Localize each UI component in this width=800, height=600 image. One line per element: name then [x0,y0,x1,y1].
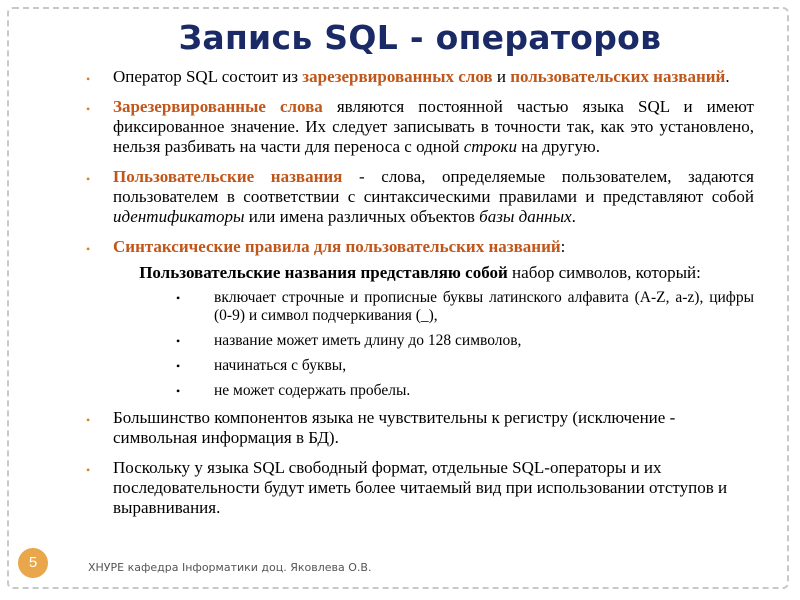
bullet-icon: • [86,102,91,116]
italic-term: строки [463,137,517,156]
sub-list-item [176,357,754,375]
sub-list [176,289,754,400]
italic-term: базы данных [479,207,572,226]
highlight-term: Зарезервированные слова [113,97,323,116]
slide-footer: ХНУРЕ кафедра Інформатики доц. Яковлева О.В. [88,561,372,574]
sub-bullet-icon: • [176,359,181,373]
bullet-item [86,67,754,87]
slide-title: Запись SQL - операторов [178,18,662,57]
page-number-badge: 5 [18,548,48,578]
bullet-item [86,458,754,518]
bullet-text: являются постоянной частью языка SQL и имеют фиксированное значение. Их следует записывать в точности так, как это установлено, нельзя разбивать на части для переноса с одной [113,97,754,156]
bullet-text: . [725,67,730,86]
bullet-item [86,237,754,257]
sub-list-text: название может иметь длину до 128 символов, [214,332,522,349]
bullet-item [86,408,754,448]
bullet-text: и [492,67,511,86]
bullet-text: на другую. [516,137,600,156]
highlight-term: зарезервированных слов [302,67,493,86]
highlight-term: Пользовательские названия [113,167,343,186]
bullet-text: или имена различных объектов [244,207,480,226]
bullet-icon: • [86,242,91,256]
highlight-term: пользовательских названий [510,67,726,86]
bullet-text: Оператор SQL состоит из [113,67,303,86]
sub-bullet-icon: • [176,384,181,398]
bullet-text: . [571,207,576,226]
bullet-icon: • [86,172,91,186]
bullet-icon: • [86,413,91,427]
sub-list-text: включает строчные и прописные буквы латинского алфавита (A-Z, a-z), цифры (0-9) и символ подчеркивания (_), [214,289,754,324]
bullet-item [86,167,754,227]
bullet-text: Поскольку у языка SQL свободный формат, отдельные SQL-операторы и их последовательности будут иметь более читаемый вид при использовании отступов и выравнивания. [113,458,728,517]
sub-heading-rest: набор символов, который: [507,263,701,282]
bullet-item [86,97,754,157]
sub-list-item [176,332,754,350]
bullet-icon: • [86,463,91,477]
sub-bullet-icon: • [176,291,181,305]
slide-content [86,67,754,528]
italic-term: идентификаторы [113,207,245,226]
sub-list-item [176,382,754,400]
sub-list-text: начинаться с буквы, [214,357,347,374]
bullet-text: : [560,237,566,256]
sub-heading [86,263,754,283]
sub-list-text: не может содержать пробелы. [214,382,411,399]
sub-heading-bold: Пользовательские названия представляю собой [139,263,508,282]
highlight-term: Синтаксические правила для пользовательских названий [113,237,561,256]
bullet-text: - слова, определяемые пользователем, задаются пользователем в соответствии с синтаксическими правилами и представляют собой [113,167,754,206]
bullet-icon: • [86,72,91,86]
sub-list-item [176,289,754,325]
sub-bullet-icon: • [176,334,181,348]
bullet-text: Большинство компонентов языка не чувствительны к регистру (исключение - символьная информация в БД). [113,408,676,447]
